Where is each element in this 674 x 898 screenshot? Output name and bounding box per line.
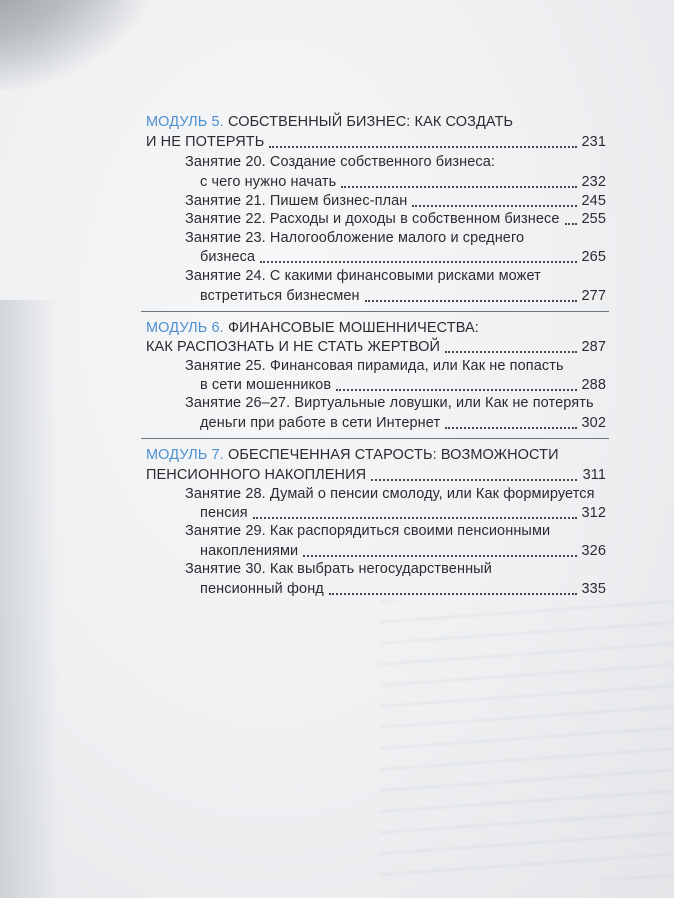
lesson-entry-continued: [200, 503, 606, 523]
lesson-title: с чего нужно начать: [200, 174, 337, 190]
module-heading-continued: [146, 337, 606, 357]
page-number: 335: [581, 581, 606, 597]
lesson-title: бизнеса: [200, 249, 256, 265]
lesson-entry: [185, 484, 595, 504]
lesson-title: Занятие 25. Финансовая пирамида, или Как не попасть: [185, 358, 564, 374]
dot-leader: [365, 287, 577, 302]
module-separator: [141, 438, 609, 439]
module-title: КАК РАСПОЗНАТЬ И НЕ СТАТЬ ЖЕРТВОЙ: [146, 339, 441, 355]
lesson-entry-continued: [200, 286, 606, 306]
dot-leader: [445, 414, 576, 429]
lesson-title: Занятие 23. Налогообложение малого и среднего: [185, 230, 525, 246]
module-title: ОБЕСПЕЧЕННАЯ СТАРОСТЬ: ВОЗМОЖНОСТИ: [227, 447, 559, 463]
lesson-title: Занятие 30. Как выбрать негосударственный: [185, 561, 492, 577]
lesson-entry-continued: [200, 375, 606, 395]
dot-leader: [341, 173, 576, 188]
lesson-entry: [185, 521, 550, 541]
dot-leader: [253, 504, 577, 519]
module-heading: [146, 445, 606, 465]
lesson-entry-continued: [200, 172, 606, 192]
dot-leader: [303, 542, 576, 557]
lesson-title: Занятие 29. Как распорядиться своими пенсионными: [185, 523, 551, 539]
lesson-title: Занятие 22. Расходы и доходы в собственном бизнесе: [185, 211, 560, 227]
lesson-title: Занятие 26–27. Виртуальные ловушки, или Как не потерять: [185, 395, 594, 411]
lesson-title: Занятие 24. С какими финансовыми рисками может: [185, 268, 541, 284]
dot-leader: [565, 210, 577, 225]
page-number: 265: [581, 249, 606, 265]
lesson-entry: [185, 209, 606, 229]
page-number: 326: [581, 543, 606, 559]
module-number: МОДУЛЬ 5.: [146, 114, 224, 130]
page-number: 311: [582, 467, 606, 483]
module-title: ФИНАНСОВЫЕ МОШЕННИЧЕСТВА:: [227, 320, 479, 336]
lesson-entry: [185, 191, 606, 211]
lesson-entry-continued: [200, 579, 606, 599]
lesson-entry: [185, 152, 495, 172]
lesson-title: деньги при работе в сети Интернет: [200, 415, 441, 431]
lesson-entry: [185, 356, 564, 376]
lesson-title: пенсия: [200, 505, 248, 521]
module-number: МОДУЛЬ 6.: [146, 320, 224, 336]
page-number: 312: [581, 505, 606, 521]
lesson-entry: [185, 393, 594, 413]
page-number: 302: [581, 415, 606, 431]
dot-leader: [329, 580, 577, 595]
module-heading: [146, 318, 606, 338]
dot-leader: [412, 192, 576, 207]
module-heading-continued: [146, 465, 606, 485]
page-number: 255: [581, 211, 606, 227]
lesson-entry-continued: [200, 247, 606, 267]
lesson-entry: [185, 559, 492, 579]
page-number: 277: [581, 288, 606, 304]
lesson-entry-continued: [200, 413, 606, 433]
lesson-entry: [185, 266, 541, 286]
module-title: ПЕНСИОННОГО НАКОПЛЕНИЯ: [146, 467, 367, 483]
dot-leader: [445, 338, 576, 353]
lesson-title: накоплениями: [200, 543, 299, 559]
lesson-title: пенсионный фонд: [200, 581, 324, 597]
module-number: МОДУЛЬ 7.: [146, 447, 224, 463]
dot-leader: [336, 376, 576, 391]
dot-leader: [371, 466, 577, 481]
dot-leader: [260, 248, 576, 263]
page-number: 287: [581, 339, 606, 355]
page-number: 232: [581, 174, 606, 190]
lesson-title: встретиться бизнесмен: [200, 288, 360, 304]
module-title: СОБСТВЕННЫЙ БИЗНЕС: КАК СОЗДАТЬ: [227, 114, 514, 130]
page-number: 288: [581, 377, 606, 393]
lesson-entry-continued: [200, 541, 606, 561]
lesson-title: Занятие 21. Пишем бизнес-план: [185, 193, 408, 209]
lesson-title: Занятие 20. Создание собственного бизнеса:: [185, 154, 496, 170]
lesson-title: в сети мошенников: [200, 377, 332, 393]
dot-leader: [269, 133, 576, 148]
page-number: 231: [581, 134, 606, 150]
module-heading-continued: [146, 132, 606, 152]
lesson-entry: [185, 228, 524, 248]
lesson-title: Занятие 28. Думай о пенсии смолоду, или Как формируется: [185, 486, 595, 502]
module-heading: [146, 112, 606, 132]
page-number: 245: [581, 193, 606, 209]
module-separator: [141, 311, 609, 312]
module-title: И НЕ ПОТЕРЯТЬ: [146, 134, 265, 150]
